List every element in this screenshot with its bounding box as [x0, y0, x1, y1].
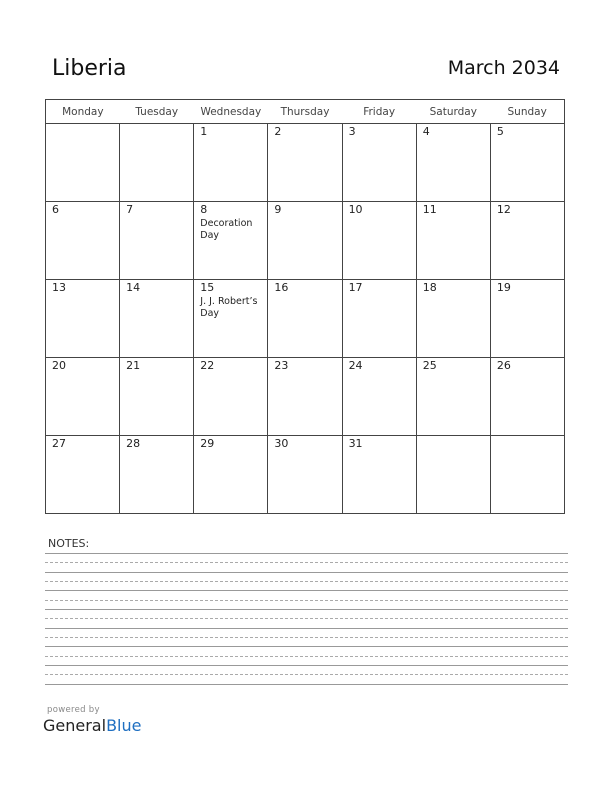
calendar-weeks: [46, 124, 565, 514]
weekday-header: Sunday: [490, 100, 564, 124]
day-number: 8: [200, 203, 208, 216]
day-cell[interactable]: [268, 436, 342, 514]
day-number: 21: [126, 359, 141, 372]
day-cell[interactable]: [194, 358, 268, 436]
day-cell[interactable]: [416, 280, 490, 358]
day-number: 26: [496, 359, 511, 372]
day-number: 7: [126, 203, 134, 216]
notes-label: NOTES:: [48, 537, 90, 550]
day-number: 12: [496, 203, 511, 216]
day-cell[interactable]: [268, 358, 342, 436]
notes-line: [45, 609, 568, 610]
day-cell[interactable]: [342, 436, 416, 514]
day-number: 27: [52, 437, 66, 450]
week-row: [46, 202, 565, 280]
day-cell[interactable]: [120, 358, 194, 436]
day-cell[interactable]: [46, 358, 120, 436]
notes-line: [45, 590, 568, 591]
day-number: 2: [274, 125, 282, 138]
day-cell[interactable]: [120, 202, 194, 280]
brand-blue: Blue: [106, 716, 142, 735]
day-cell[interactable]: [342, 358, 416, 436]
holiday-label: J. J. Robert’s Day: [200, 296, 258, 319]
weekday-header-row: [46, 100, 565, 124]
day-number: 11: [422, 203, 437, 216]
notes-line: [45, 600, 568, 601]
day-cell[interactable]: [194, 124, 268, 202]
day-number: 3: [348, 125, 356, 138]
day-cell[interactable]: [120, 124, 194, 202]
day-cell[interactable]: [120, 280, 194, 358]
day-cell[interactable]: [490, 358, 564, 436]
day-number: 13: [52, 281, 66, 294]
day-cell[interactable]: [416, 358, 490, 436]
notes-line: [45, 581, 568, 582]
weekday-header: Tuesday: [120, 100, 194, 124]
day-cell[interactable]: [194, 436, 268, 514]
day-number: 20: [52, 359, 66, 372]
day-number: 30: [274, 437, 289, 450]
day-number: 25: [422, 359, 437, 372]
weekday-header: Thursday: [268, 100, 342, 124]
notes-line: [45, 665, 568, 666]
day-cell[interactable]: [46, 124, 120, 202]
notes-line: [45, 562, 568, 563]
notes-line: [45, 656, 568, 657]
day-number: 17: [348, 281, 363, 294]
day-cell[interactable]: [416, 202, 490, 280]
day-number: 31: [348, 437, 363, 450]
day-cell[interactable]: [120, 436, 194, 514]
day-number: 15: [200, 281, 215, 294]
weekday-header: Friday: [342, 100, 416, 124]
weekday-header: Saturday: [416, 100, 490, 124]
brand-general: General: [43, 716, 107, 735]
day-cell[interactable]: [46, 280, 120, 358]
day-number: 14: [126, 281, 141, 294]
day-cell[interactable]: [194, 202, 268, 280]
day-cell[interactable]: [416, 124, 490, 202]
day-number: 9: [274, 203, 282, 216]
notes-line: [45, 628, 568, 629]
day-cell[interactable]: [46, 202, 120, 280]
day-number: 6: [52, 203, 59, 216]
day-number: 24: [348, 359, 363, 372]
day-cell[interactable]: [46, 436, 120, 514]
week-row: [46, 280, 565, 358]
notes-line: [45, 684, 568, 685]
weekday-header: Wednesday: [194, 100, 268, 124]
brand-logo[interactable]: [43, 716, 141, 735]
day-cell[interactable]: [490, 280, 564, 358]
month-year-title: March 2034: [447, 57, 560, 79]
day-cell[interactable]: [194, 280, 268, 358]
week-row: [46, 124, 565, 202]
day-cell[interactable]: [268, 280, 342, 358]
day-cell[interactable]: [268, 124, 342, 202]
notes-line: [45, 637, 568, 638]
day-number: 19: [496, 281, 511, 294]
day-cell[interactable]: [342, 124, 416, 202]
day-number: 16: [274, 281, 289, 294]
day-cell[interactable]: [490, 202, 564, 280]
notes-line: [45, 618, 568, 619]
day-number: 28: [126, 437, 141, 450]
notes-line: [45, 646, 568, 647]
week-row: [46, 358, 565, 436]
day-number: 1: [200, 125, 208, 138]
notes-line: [45, 572, 568, 573]
day-cell[interactable]: [416, 436, 490, 514]
day-cell[interactable]: [342, 280, 416, 358]
notes-line: [45, 674, 568, 675]
day-number: 5: [496, 125, 504, 138]
notes-line: [45, 553, 568, 554]
country-title: Liberia: [52, 56, 127, 81]
holiday-label: Decoration Day: [200, 218, 253, 241]
calendar-grid: [45, 99, 565, 514]
powered-by-text: powered by: [47, 705, 100, 715]
day-number: 4: [422, 125, 430, 138]
day-cell[interactable]: [490, 436, 564, 514]
weekday-header: Monday: [46, 100, 120, 124]
day-number: 10: [348, 203, 363, 216]
day-cell[interactable]: [268, 202, 342, 280]
day-cell[interactable]: [342, 202, 416, 280]
day-number: 23: [274, 359, 289, 372]
day-number: 29: [200, 437, 215, 450]
week-row: [46, 436, 565, 514]
day-cell[interactable]: [490, 124, 564, 202]
day-number: 18: [422, 281, 437, 294]
day-number: 22: [200, 359, 215, 372]
